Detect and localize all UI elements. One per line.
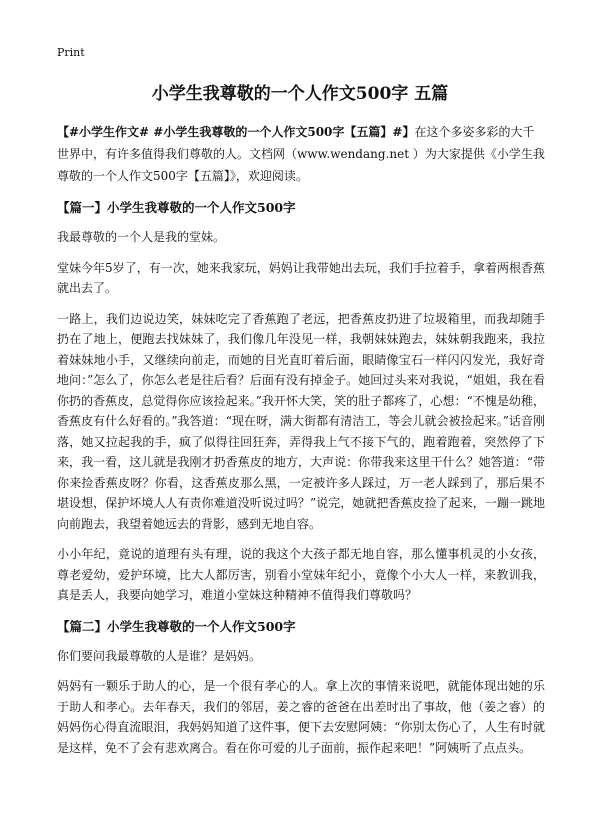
intro-tags: 【#小学生作文# #小学生我尊敬的一个人作文500字【五篇】#】 [57, 125, 415, 139]
article-body [57, 121, 545, 768]
paragraph: 一路上，我们边说边笑，妹妹吃完了香蕉跑了老远，把香蕉皮扔进了垃圾箱里，而我却随手扔在了地上，便跑去找妹妹了，我们像几年没见一样，我朝妹妹跑去，妹妹朝我跑来，我拉着妹妹地小手，又继续向前走，而她的目光直盯着后面，眼睛像宝石一样闪闪发光，我好奇地问：”怎么了，你怎么老是往后看？后面有没有掉金子。她回过头来对我说，“姐姐，我在看你扔的香蕉皮，总觉得你应该捡起来。”我开怀大笑，笑的肚子都疼了，心想：“不愧是幼稚，香蕉皮有什么好看的。”我答道：“现在呀，满大街都有清洁工，等会儿就会被捡起来。”话音刚落，她又拉起我的手，疯了似得往回狂奔，弄得我上气不接下气的，跑着跑着，突然停了下来，我一看，这儿就是我刚才扔香蕉皮的地方，大声说：你带我来这里干什么？她答道：“带你来捡香蕉皮呀？你看，这香蕉皮那么黑，一定被许多人踩过，万一老人踩到了，那后果不堪设想，保护坏境人人有责你难道没听说过吗？”说完，她就把香蕉皮捡了起来，一蹦一跳地向前跑去，我望着她远去的背影，感到无地自容。 [57, 311, 545, 531]
section-title: 【篇一】小学生我尊敬的一个人作文500字 [57, 200, 296, 215]
intro-text: 在这个多姿多彩的大千世界中，有许多值得我们尊敬的人。文档网（www.wendang.net ）为大家提供《小学生我尊敬的一个人作文500字【五篇】》，欢迎阅读。 [57, 125, 545, 183]
section-title: 【篇二】小学生我尊敬的一个人作文500字 [57, 618, 296, 634]
paragraph: 你们要问我最尊敬的人是谁？是妈妈。 [57, 648, 262, 663]
print-label: Print [57, 46, 85, 59]
intro-paragraph [57, 121, 545, 187]
paragraph: 小小年纪，竟说的道理有头有理，说的我这个大孩子都无地自容，那么懂事机灵的小女孩，尊老爱幼，爱护环境，比大人都厉害，别看小堂妹年纪小，竟像个小大人一样，来教训我，真是丢人，我要向她学习，难道小堂妹这种精神不值得我们尊敬吗？ [57, 547, 545, 602]
paragraph: 我最尊敬的一个人是我的堂妹。 [57, 230, 226, 244]
paragraph: 妈妈有一颗乐于助人的心，是一个很有孝心的人。拿上次的事情来说吧，就能体现出她的乐于助人和孝心。去年春天，我们的邻居，姜之睿的爸爸在出差时出了事故，他（姜之睿）的妈妈伤心得直流眼泪，我妈妈知道了这件事，便下去安慰阿姨：“你别太伤心了，人生有时就是这样，免不了会有悲欢离合。看在你可爱的儿子面前，振作起来吧！”阿姨听了点点头。 [57, 679, 545, 755]
page-title: 小学生我尊敬的一个人作文500字 五篇 [151, 84, 449, 104]
paragraph: 堂妹今年5岁了，有一次，她来我家玩，妈妈让我带她出去玩，我们手拉着手，拿着两根香蕉就出去了。 [57, 260, 545, 295]
